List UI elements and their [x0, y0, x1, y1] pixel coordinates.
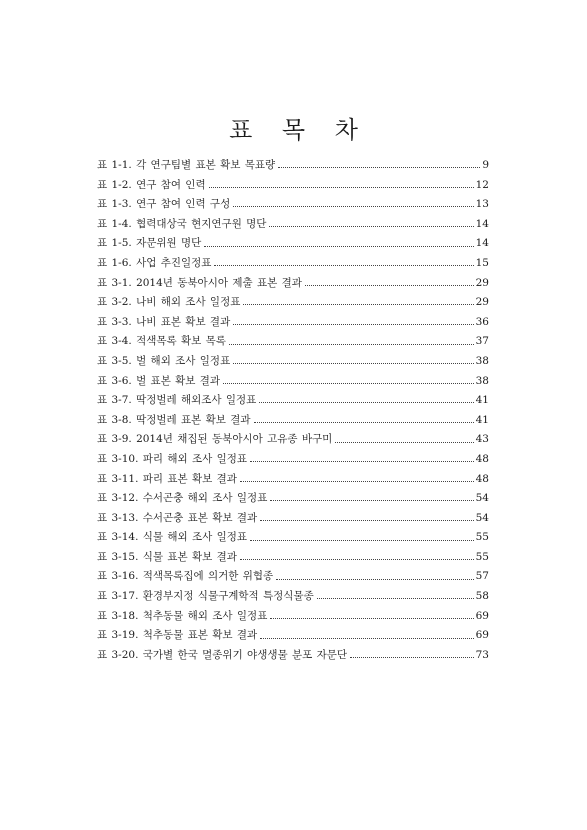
- dot-leader: [223, 382, 474, 384]
- toc-entry-label: 표 3-7. 딱정벌레 해외조사 일정표: [97, 394, 257, 407]
- toc-entry[interactable]: [97, 332, 489, 352]
- toc-entry[interactable]: [97, 293, 489, 313]
- toc-entry-label: 표 1-4. 협력대상국 현지연구원 명단: [97, 217, 267, 230]
- dot-leader: [240, 480, 474, 482]
- toc-entry-page-number: 14: [475, 217, 489, 230]
- toc-entry-page-number: 54: [475, 492, 489, 505]
- toc-entry[interactable]: [97, 234, 489, 254]
- toc-entry-label: 표 3-17. 환경부지정 식물구계학적 특정식물종: [97, 590, 314, 603]
- toc-entry[interactable]: [97, 313, 489, 333]
- toc-entry[interactable]: [97, 274, 489, 294]
- toc-entry[interactable]: [97, 372, 489, 392]
- toc-entry-page-number: 38: [475, 374, 489, 387]
- dot-leader: [259, 401, 473, 403]
- toc-entry-page-number: 48: [475, 452, 489, 465]
- toc-entry-page-number: 12: [475, 178, 489, 191]
- toc-entry-page-number: 29: [475, 276, 489, 289]
- table-of-contents: [97, 156, 489, 665]
- toc-entry-page-number: 55: [475, 531, 489, 544]
- dot-leader: [240, 558, 474, 560]
- toc-entry[interactable]: [97, 156, 489, 176]
- toc-entry-label: 표 1-5. 자문위원 명단: [97, 237, 202, 250]
- dot-leader: [260, 637, 473, 639]
- dot-leader: [350, 656, 474, 658]
- toc-entry[interactable]: [97, 430, 489, 450]
- dot-leader: [233, 205, 473, 207]
- toc-entry-label: 표 3-3. 나비 표본 확보 결과: [97, 315, 231, 328]
- toc-entry-label: 표 3-8. 딱정벌레 표본 확보 결과: [97, 413, 251, 426]
- toc-entry-label: 표 3-4. 적색목록 확보 목록: [97, 335, 226, 348]
- toc-entry-label: 표 3-16. 적색목록집에 의거한 위협종: [97, 570, 274, 583]
- toc-entry-label: 표 3-11. 파리 표본 확보 결과: [97, 472, 237, 485]
- toc-entry[interactable]: [97, 470, 489, 490]
- toc-entry-page-number: 41: [475, 394, 489, 407]
- dot-leader: [250, 460, 474, 462]
- dot-leader: [233, 362, 473, 364]
- toc-entry-label: 표 1-1. 각 연구팀별 표본 확보 목표량: [97, 159, 276, 171]
- toc-entry[interactable]: [97, 215, 489, 235]
- dot-leader: [204, 245, 473, 247]
- dot-leader: [269, 225, 473, 227]
- toc-entry-page-number: 37: [475, 335, 489, 348]
- toc-entry-page-number: 69: [475, 629, 489, 642]
- toc-entry-label: 표 3-6. 벌 표본 확보 결과: [97, 374, 221, 387]
- toc-entry-page-number: 9: [482, 159, 489, 171]
- dot-leader: [260, 519, 473, 521]
- toc-entry[interactable]: [97, 254, 489, 274]
- page-title: 표 목 차: [229, 116, 358, 145]
- dot-leader: [233, 323, 473, 325]
- toc-entry[interactable]: [97, 626, 489, 646]
- dot-leader: [243, 303, 473, 305]
- toc-entry-label: 표 1-3. 연구 참여 인력 구성: [97, 198, 231, 211]
- dot-leader: [209, 186, 474, 188]
- toc-entry-label: 표 3-19. 척추동물 표본 확보 결과: [97, 629, 258, 642]
- toc-entry-label: 표 3-13. 수서곤충 표본 확보 결과: [97, 511, 258, 524]
- toc-entry-label: 표 3-12. 수서곤충 해외 조사 일정표: [97, 492, 268, 505]
- toc-entry[interactable]: [97, 587, 489, 607]
- toc-entry-page-number: 69: [475, 609, 489, 622]
- toc-entry-label: 표 3-20. 국가별 한국 멸종위기 야생생물 분포 자문단: [97, 648, 348, 661]
- toc-entry-page-number: 38: [475, 354, 489, 367]
- toc-entry-page-number: 55: [475, 550, 489, 563]
- toc-entry-page-number: 13: [475, 198, 489, 211]
- toc-entry[interactable]: [97, 391, 489, 411]
- toc-entry[interactable]: [97, 489, 489, 509]
- toc-entry[interactable]: [97, 646, 489, 666]
- toc-entry[interactable]: [97, 567, 489, 587]
- toc-entry-label: 표 1-2. 연구 참여 인력: [97, 178, 206, 191]
- dot-leader: [214, 264, 473, 266]
- toc-entry[interactable]: [97, 411, 489, 431]
- dot-leader: [278, 166, 480, 168]
- toc-entry[interactable]: [97, 509, 489, 529]
- toc-entry[interactable]: [97, 176, 489, 196]
- dot-leader: [270, 617, 473, 619]
- dot-leader: [229, 343, 474, 345]
- toc-entry-page-number: 36: [475, 315, 489, 328]
- toc-entry-page-number: 15: [475, 256, 489, 269]
- dot-leader: [335, 441, 473, 443]
- toc-entry-page-number: 29: [475, 296, 489, 309]
- toc-entry[interactable]: [97, 195, 489, 215]
- toc-entry-page-number: 14: [475, 237, 489, 250]
- toc-entry[interactable]: [97, 450, 489, 470]
- toc-entry[interactable]: [97, 607, 489, 627]
- dot-leader: [305, 284, 474, 286]
- toc-entry-page-number: 57: [475, 570, 489, 583]
- toc-entry-label: 표 1-6. 사업 추진일정표: [97, 256, 212, 269]
- toc-entry-label: 표 3-14. 식물 해외 조사 일정표: [97, 531, 248, 544]
- toc-entry-page-number: 43: [475, 433, 489, 446]
- dot-leader: [276, 578, 473, 580]
- toc-entry-page-number: 73: [475, 648, 489, 661]
- toc-entry-label: 표 3-10. 파리 해외 조사 일정표: [97, 452, 248, 465]
- toc-entry-label: 표 3-18. 척추동물 해외 조사 일정표: [97, 609, 268, 622]
- toc-entry-label: 표 3-5. 벌 해외 조사 일정표: [97, 354, 231, 367]
- toc-entry[interactable]: [97, 548, 489, 568]
- toc-entry-page-number: 58: [475, 590, 489, 603]
- toc-entry-label: 표 3-2. 나비 해외 조사 일정표: [97, 296, 241, 309]
- toc-entry[interactable]: [97, 352, 489, 372]
- toc-entry-page-number: 41: [475, 413, 489, 426]
- dot-leader: [270, 499, 473, 501]
- toc-entry-label: 표 3-15. 식물 표본 확보 결과: [97, 550, 237, 563]
- toc-entry[interactable]: [97, 528, 489, 548]
- dot-leader: [254, 421, 474, 423]
- toc-entry-page-number: 54: [475, 511, 489, 524]
- toc-entry-page-number: 48: [475, 472, 489, 485]
- toc-entry-label: 표 3-9. 2014년 채집된 동북아시아 고유종 바구미: [97, 433, 333, 446]
- dot-leader: [250, 539, 474, 541]
- toc-entry-label: 표 3-1. 2014년 동북아시아 제출 표본 결과: [97, 276, 302, 289]
- dot-leader: [317, 597, 474, 599]
